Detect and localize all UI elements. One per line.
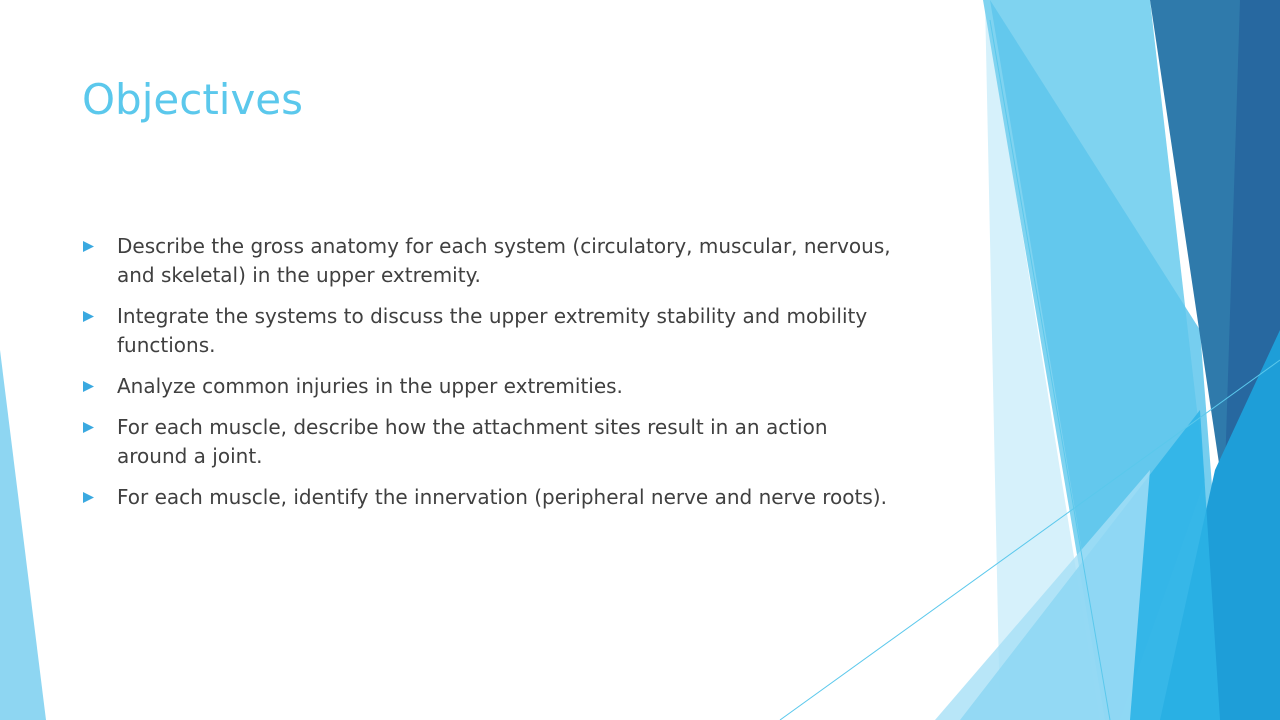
bullet-line: around a joint. [117,444,263,468]
arrow-bullet-icon [83,311,94,322]
bullet-line: For each muscle, identify the innervation (peripheral nerve and nerve roots). [117,485,887,509]
bullet-line: Analyze common injuries in the upper extremities. [117,374,623,398]
bullet-line: Describe the gross anatomy for each system (circulatory, muscular, nervous, [117,234,891,258]
arrow-bullet-icon [83,492,94,503]
list-item [82,483,952,512]
bullet-line: For each muscle, describe how the attachment sites result in an action [117,415,828,439]
objectives-list [82,232,952,524]
arrow-bullet-icon [83,381,94,392]
list-item [82,302,952,360]
left-edge-facet [0,350,46,720]
list-item [82,413,952,471]
arrow-bullet-icon [83,422,94,433]
bullet-line: and skeletal) in the upper extremity. [117,263,481,287]
bullet-line: Integrate the systems to discuss the upper extremity stability and mobility [117,304,868,328]
list-item [82,232,952,290]
list-item [82,372,952,401]
bullet-line: functions. [117,333,216,357]
slide-title: Objectives [82,75,304,124]
arrow-bullet-icon [83,241,94,252]
